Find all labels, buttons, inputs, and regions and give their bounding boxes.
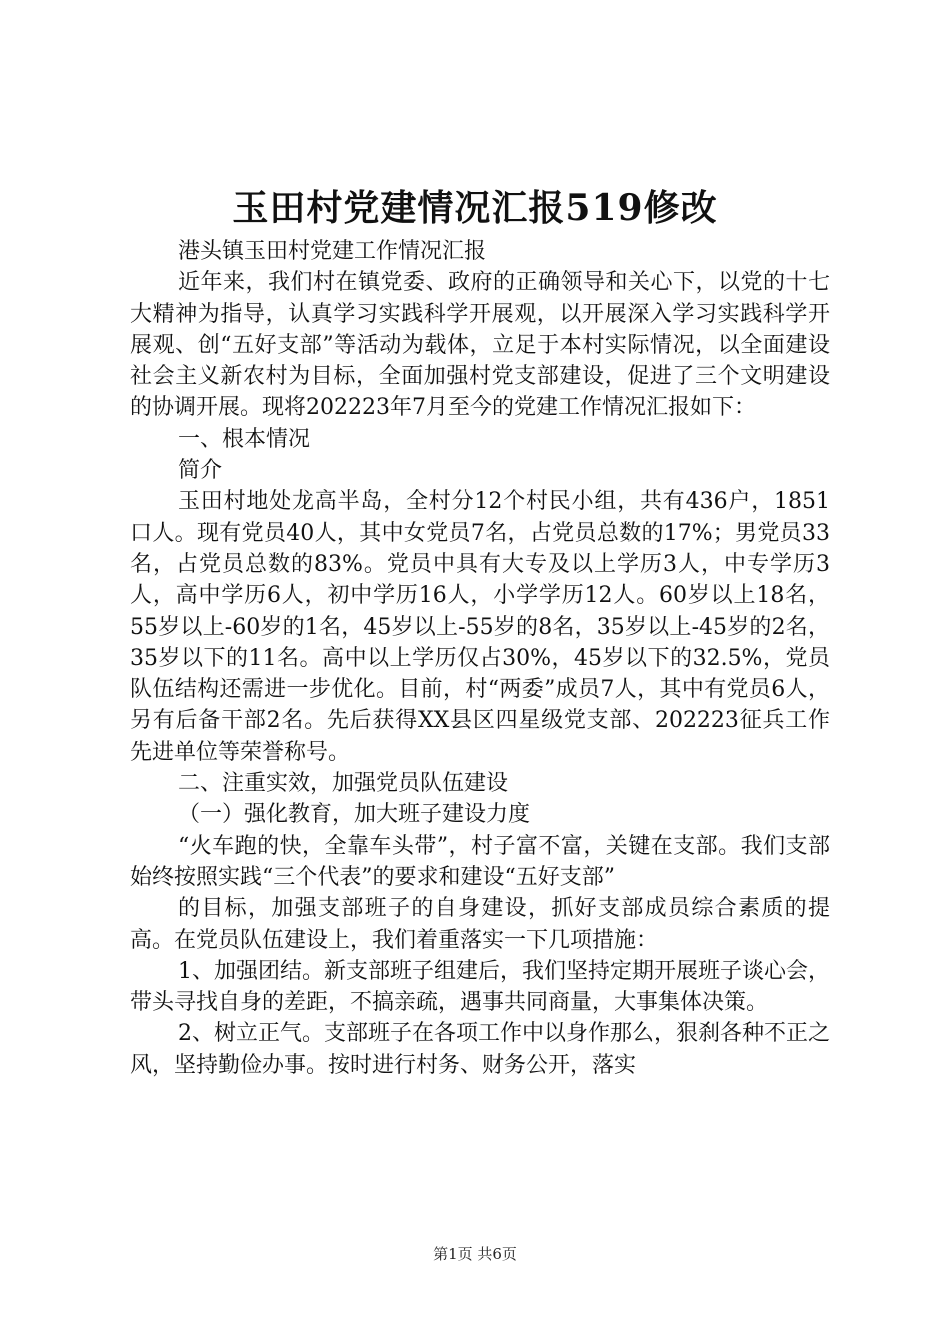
page-footer: 第1页 共6页 — [433, 1245, 517, 1263]
subheading-intro: 简介 — [178, 458, 223, 484]
document-title: 玉田村党建情况汇报519修改 — [232, 187, 718, 229]
subsection-heading-education: （一）强化教育，加大班子建设力度 — [178, 802, 531, 828]
document-body — [130, 236, 830, 1081]
intro-paragraph: 近年来，我们村在镇党委、政府的正确领导和关心下，以党的十七大精神为指导，认真学习实践科学开展观，以开展深入学习实践科学开展观、创“五好支部”等活动为载体，立足于本村实际情况，以全面建设社会主义新农村为目标，全面加强村党支部建设，促进了三个文明建设的协调开展。现将202223年7月至今的党建工作情况汇报如下： — [130, 270, 830, 421]
subtitle-paragraph: 港头镇玉田村党建工作情况汇报 — [178, 239, 487, 264]
measure-unity-paragraph: 1、加强团结。新支部班子组建后，我们坚持定期开展班子谈心会，带头寻找自身的差距，不搞亲疏，遇事共同商量，大事集体决策。 — [130, 958, 830, 1016]
section-heading-basic: 一、根本情况 — [178, 426, 311, 452]
quote-paragraph: “火车跑的快，全靠车头带”，村子富不富，关键在支部。我们支部始终按照实践“三个代表”的要求和建设“五好支部” — [130, 833, 830, 890]
section-heading-team: 二、注重实效，加强党员队伍建设 — [178, 771, 509, 797]
measure-integrity-paragraph: 2、树立正气。支部班子在各项工作中以身作那么，狠刹各种不正之风，坚持勤俭办事。按时进行村务、财务公开，落实 — [130, 1021, 830, 1078]
village-overview-paragraph: 玉田村地处龙高半岛，全村分12个村民小组，共有436户，1851口人。现有党员40人，其中女党员7名，占党员总数的17%；男党员33名，占党员总数的83%。党员中具有大专及以上学历3人，中专学历3人，高中学历6人，初中学历16人，小学学历12人。60岁以上18名，55岁以上-60岁的1名，45岁以上-55岁的8名，35岁以上-45岁的2名，35岁以下的11名。高中以上学历仅占30%，45岁以下的32.5%，党员队伍结构还需进一步优化。目前，村“两委”成员7人，其中有党员6人，另有后备干部2名。先后获得XX县区四星级党支部、202223征兵工作先进单位等荣誉称号。 — [130, 489, 830, 765]
goals-paragraph: 的目标，加强支部班子的自身建设，抓好支部成员综合素质的提高。在党员队伍建设上，我们着重落实一下几项措施： — [130, 896, 830, 953]
